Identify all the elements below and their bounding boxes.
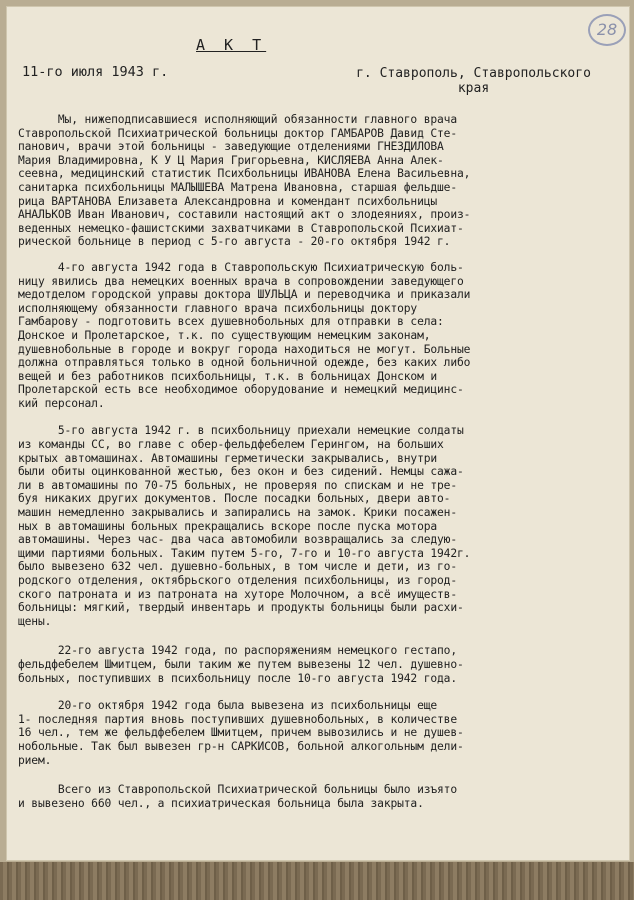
document-page <box>6 6 630 861</box>
document-date: 11-го июля 1943 г. <box>22 64 169 80</box>
text-line: панович, врачи этой больницы - заведующие отделениями ГНЕЗДИЛОВА <box>18 140 444 154</box>
text-line: машин немедленно закрывались и запирались на замок. Крики посажен- <box>18 506 457 520</box>
text-line: из команды СС, во главе с обер-фельдфебелем Герингом, на больших <box>18 438 444 452</box>
text-line: крытых автомашинах. Автомашины герметически закрывались, внутри <box>18 451 438 465</box>
text-line: Пролетарской есть все необходимое оборудование и немецкий медицинс- <box>18 383 464 397</box>
text-line: рием. <box>18 753 52 767</box>
text-line: Донское и Пролетарское, т.к. по существующим немецким законам, <box>18 328 431 342</box>
text-line: ли в автомашины по 70-75 больных, не проверяя по спискам и не тре- <box>18 478 457 492</box>
text-line: рической больнице в период с 5-го августа - 20-го октября 1942 г. <box>18 235 451 249</box>
place-line: края <box>457 81 490 96</box>
paragraph <box>18 644 624 685</box>
text-line: 5-го августа 1942 г. в психбольницу приехали немецкие солдаты <box>18 424 464 438</box>
text-line: родского отделения, октябрьского отделения психбольницы, из город- <box>18 574 457 587</box>
document-title: А К Т <box>196 36 267 54</box>
text-line: щими партиями больных. Таким путем 5-го, 7-го и 10-го августа 1942г. <box>18 546 471 560</box>
text-line: Всего из Ставропольской Психиатрической больницы было изъято <box>18 783 457 797</box>
text-line: АНАЛЬКОВ Иван Иванович, составили настоящий акт о злодеяниях, произ- <box>18 208 471 222</box>
text-line: медотделом городской управы доктора ШУЛЬЦА и переводчика и приказали <box>18 288 471 302</box>
text-line: больных, поступивших в психбольницу после 10-го августа 1942 года. <box>18 671 457 685</box>
text-line: Гамбарову - подготовить всех душевнобольных для отправки в села: <box>18 315 444 329</box>
text-line: Мы, нижеподписавшиеся исполняющий обязанности главного врача <box>18 113 457 126</box>
text-line: кий персонал. <box>18 396 105 410</box>
paragraph <box>18 783 624 810</box>
paragraph <box>18 113 624 249</box>
text-line: ского патроната и из патроната на хуторе Молочном, а всё имуществ- <box>18 587 457 601</box>
text-line: щены. <box>18 614 52 628</box>
text-line: автомашины. Через час- два часа автомобили возвращались за следую- <box>18 533 457 547</box>
page-number-stamp: 28 <box>588 14 626 46</box>
text-line: нобольные. Так был вывезен гр-н САРКИСОВ, больной алкогольным дели- <box>18 739 464 753</box>
document-place <box>336 66 611 96</box>
text-line: больницы: мягкий, твердый инвентарь и продукты больницы были расхи- <box>18 601 464 615</box>
text-line: рица ВАРТАНОВА Елизавета Александровна и комендант психбольницы <box>18 194 438 208</box>
text-line: 16 чел., тем же фельдфебелем Шмитцем, причем вывозились и не душев- <box>18 726 464 740</box>
text-line: и вывезено 660 чел., а психиатрическая больница была закрыта. <box>18 796 424 810</box>
text-line: душевнобольные в городе и вокруг города находиться не могут. Больные <box>18 342 471 356</box>
text-line: 4-го августа 1942 года в Ставропольскую Психиатрическую боль- <box>18 260 464 274</box>
text-line: исполняющему обязанности главного врача психбольницы доктору <box>18 301 418 315</box>
text-line: вещей и без работников психбольницы, т.к. в больницах Донском и <box>18 369 438 383</box>
text-line: 22-го августа 1942 года, по распоряжениям немецкого гестапо, <box>18 644 457 658</box>
text-line: ных в автомашины больных прекращались вскоре после пуска мотора <box>18 519 438 533</box>
scan-background-strip <box>0 862 634 900</box>
text-line: буя никаких других документов. После посадки больных, двери авто- <box>18 492 451 506</box>
text-line: веденных немецко-фашистскими захватчиками в Ставропольской Психиат- <box>18 221 464 235</box>
text-line: санитарка психбольницы МАЛЫШЕВА Матрена Ивановна, старшая фельдше- <box>18 180 457 194</box>
text-line: было вывезено 632 чел. душевно-больных, в том числе и дети, из го- <box>18 560 457 574</box>
text-line: должна отправляться только в одной больничной одежде, без каких либо <box>18 356 471 370</box>
text-line: ницу явились два немецких военных врача в сопровождении заведующего <box>18 274 464 288</box>
document-body <box>18 113 624 822</box>
text-line: Мария Владимировна, К У Ц Мария Григорьевна, КИСЛЯЕВА Анна Алек- <box>18 153 444 167</box>
text-line: Ставропольской Психиатрической больницы доктор ГАМБАРОВ Давид Сте- <box>18 126 457 140</box>
text-line: были обиты оцинкованной жестью, без окон и без сидений. Немцы сажа- <box>18 465 464 479</box>
text-line: 20-го октября 1942 года была вывезена из психбольницы еще <box>18 699 438 713</box>
paragraph <box>18 699 624 767</box>
text-line: фельдфебелем Шмитцем, были таким же путем вывезены 12 чел. душевно- <box>18 657 464 671</box>
text-line: сеевна, медицинский статистик Психбольницы ИВАНОВА Елена Васильевна, <box>18 167 471 181</box>
place-line: г. Ставрополь, Ставропольского <box>356 66 591 81</box>
paragraph <box>18 424 624 628</box>
paragraph <box>18 261 624 411</box>
text-line: 1- последняя партия вновь поступивших душевнобольных, в количестве <box>18 712 457 726</box>
